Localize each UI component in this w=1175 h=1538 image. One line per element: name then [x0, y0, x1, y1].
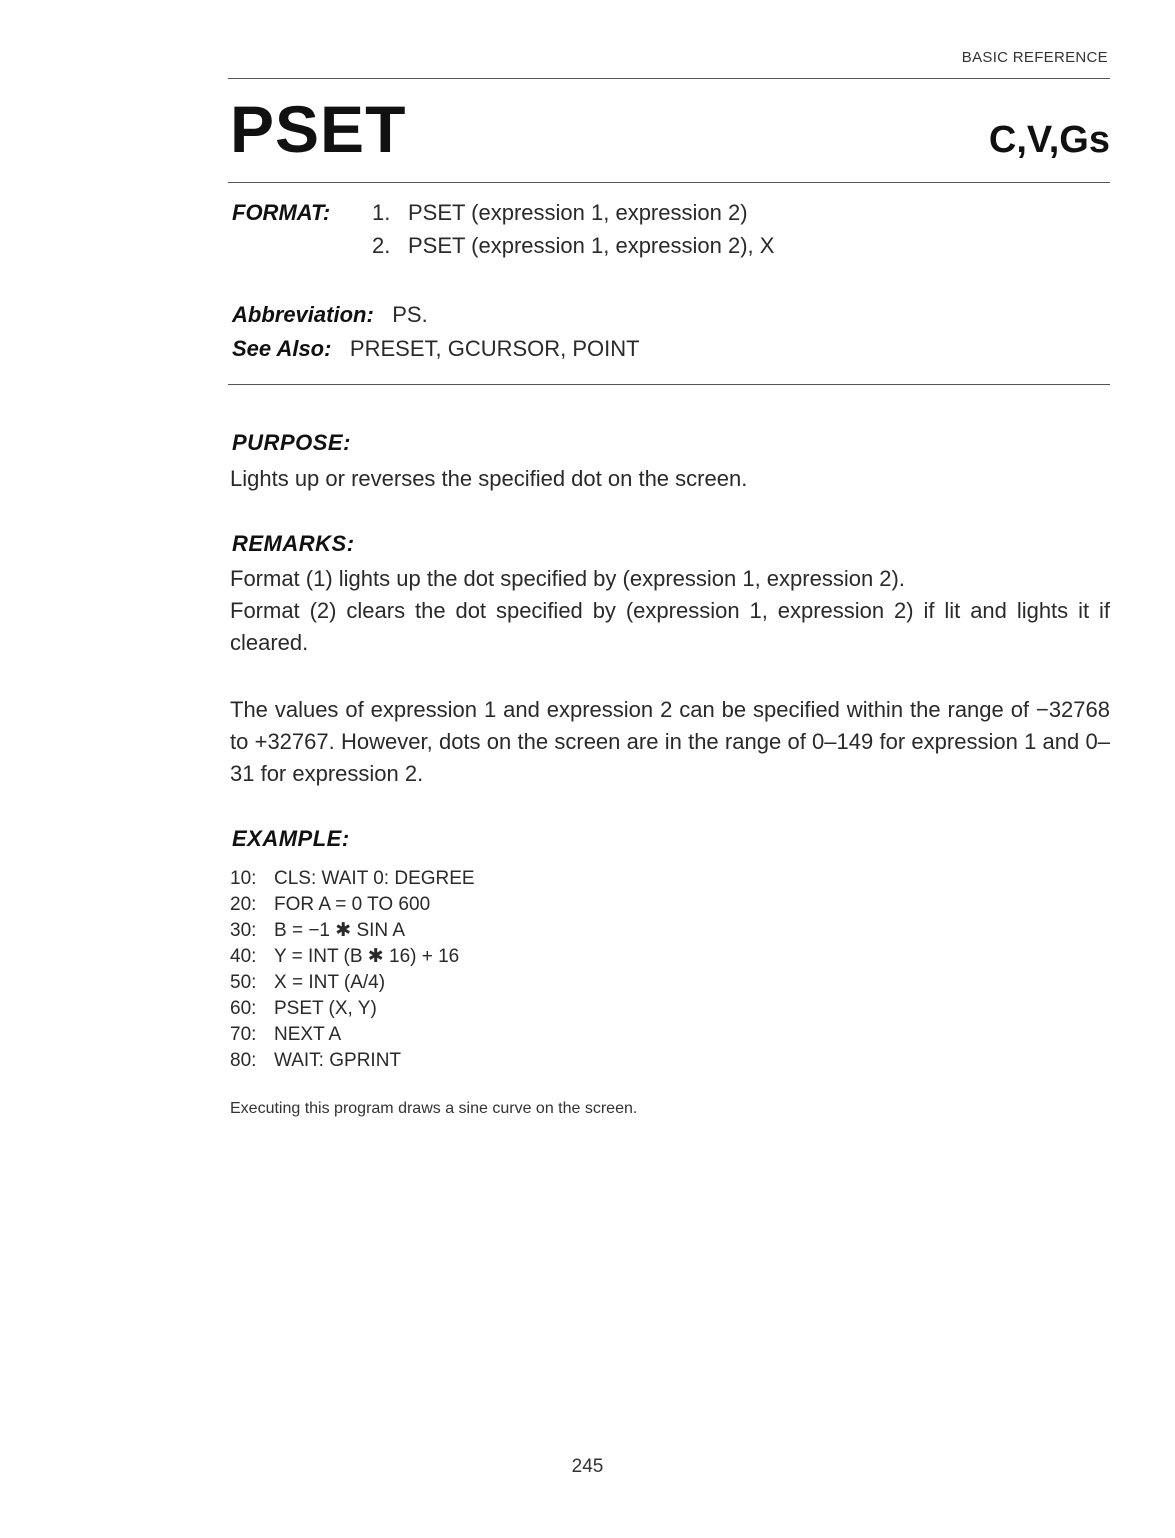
remarks-line-2: Format (2) clears the dot specified by (expression 1, expression 2) if lit and lights it if cleared.	[230, 598, 1110, 655]
mode-indicator: C,V,Gs	[988, 119, 1110, 161]
format-item-number: 2.	[372, 233, 391, 258]
line-number: 20:	[230, 894, 257, 915]
code-text: X = INT (A/4)	[274, 972, 386, 993]
page-title: PSET	[230, 92, 407, 166]
code-line	[230, 1022, 475, 1048]
abbreviation-label: Abbreviation:	[232, 302, 374, 327]
format-item-number: 1.	[372, 200, 391, 225]
purpose-heading: PURPOSE:	[232, 430, 351, 455]
line-number: 30:	[230, 920, 257, 941]
line-number: 10:	[230, 868, 257, 889]
code-listing	[230, 866, 475, 1074]
code-line	[230, 918, 475, 944]
remarks-paragraph-1	[230, 563, 1110, 659]
format-item	[372, 231, 774, 261]
code-text: WAIT: GPRINT	[274, 1050, 402, 1071]
section-rule	[228, 384, 1110, 385]
code-line	[230, 866, 475, 892]
code-text: CLS: WAIT 0: DEGREE	[274, 868, 475, 889]
code-line	[230, 1048, 475, 1074]
section-label: BASIC REFERENCE	[961, 49, 1108, 66]
format-item-text: PSET (expression 1, expression 2)	[408, 200, 748, 225]
code-text: NEXT A	[274, 1024, 342, 1045]
line-number: 50:	[230, 972, 257, 993]
line-number: 60:	[230, 998, 257, 1019]
abbreviation-value: PS.	[392, 302, 428, 327]
abbreviation-row	[232, 302, 428, 328]
format-label: FORMAT:	[232, 200, 331, 225]
line-number: 40:	[230, 946, 257, 967]
example-note: Executing this program draws a sine curve on the screen.	[230, 1100, 638, 1117]
format-item-text: PSET (expression 1, expression 2), X	[408, 233, 775, 258]
code-line	[230, 944, 475, 970]
code-text: FOR A = 0 TO 600	[274, 894, 431, 915]
title-rule	[228, 182, 1110, 183]
remarks-heading: REMARKS:	[232, 531, 355, 556]
code-text: B = −1 ✱ SIN A	[274, 920, 406, 941]
format-item	[372, 198, 748, 228]
code-text: Y = INT (B ✱ 16) + 16	[274, 946, 460, 967]
code-line	[230, 970, 475, 996]
see-also-label: See Also:	[232, 336, 332, 361]
line-number: 70:	[230, 1024, 257, 1045]
remarks-paragraph-2: The values of expression 1 and expression 2 can be specified within the range of −32768 to +32767. However, dots on the screen are in the range of 0–149 for expression 1 and 0–31 for expression 2.	[230, 697, 1110, 786]
see-also-row	[232, 336, 640, 362]
code-text: PSET (X, Y)	[274, 998, 377, 1019]
example-heading: EXAMPLE:	[232, 826, 350, 851]
page-number: 245	[571, 1456, 604, 1477]
code-line	[230, 996, 475, 1022]
header-rule	[228, 78, 1110, 79]
code-line	[230, 892, 475, 918]
see-also-value: PRESET, GCURSOR, POINT	[349, 336, 640, 361]
line-number: 80:	[230, 1050, 257, 1071]
remarks-line-1: Format (1) lights up the dot specified by (expression 1, expression 2).	[230, 566, 905, 591]
purpose-text: Lights up or reverses the specified dot on the screen.	[230, 466, 748, 491]
